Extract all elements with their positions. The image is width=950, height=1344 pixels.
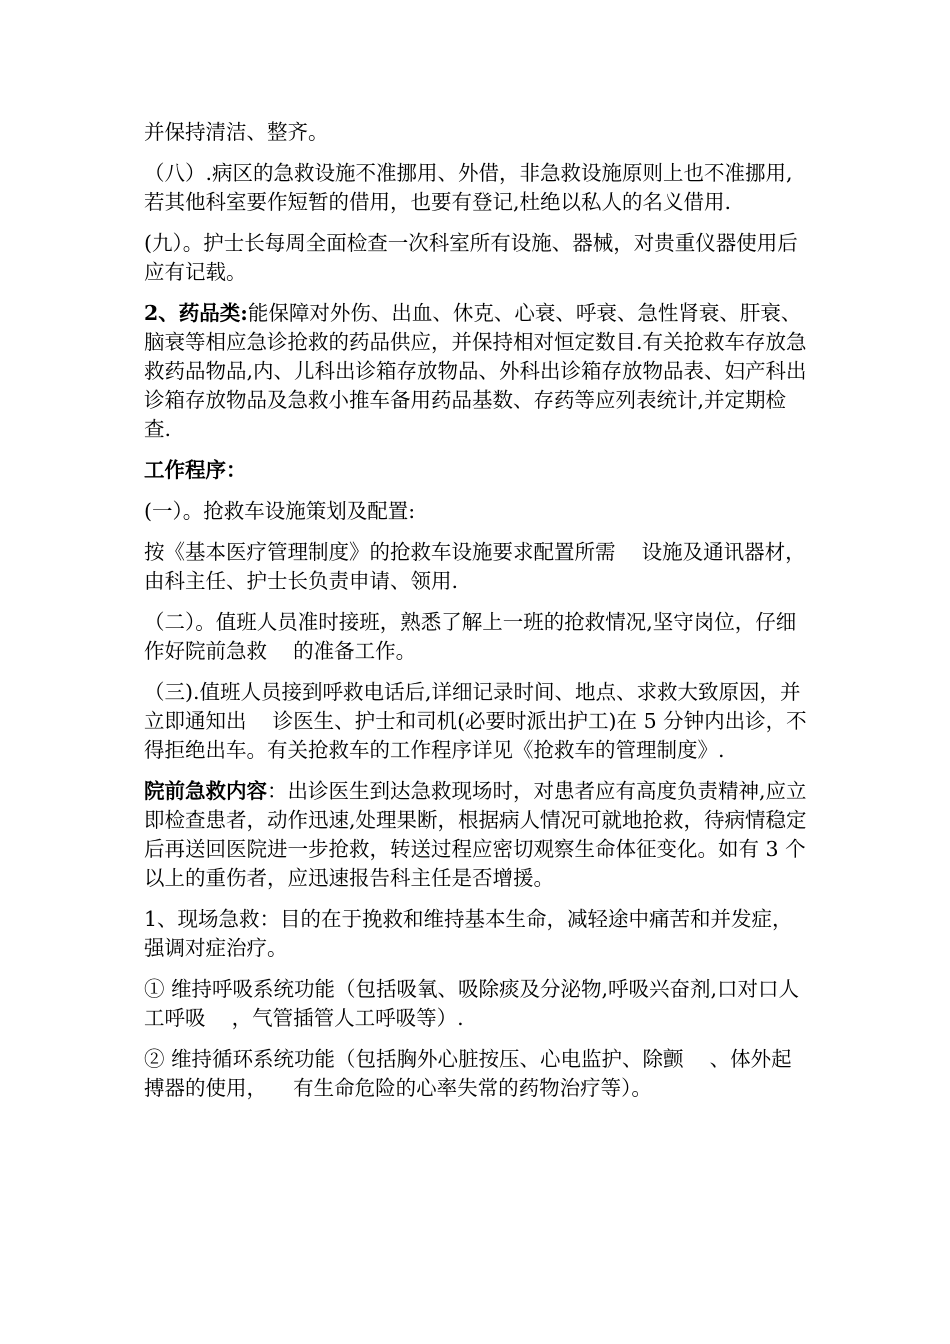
paragraph-text: 并保持清洁、整齐。 (144, 120, 329, 144)
paragraph-item-nine (144, 229, 812, 287)
paragraph-procedure-three (144, 678, 812, 765)
paragraph-medicines (144, 299, 812, 444)
paragraph-heading: 2、药品类: (144, 301, 248, 325)
paragraph-text: ① 维持呼吸系统功能（包括吸氧、吸除痰及分泌物,呼吸兴奋剂,口对口人工呼吸 ，气管插管人工呼吸等）. (144, 977, 800, 1030)
section-heading-text: 工作程序： (144, 458, 247, 482)
paragraph-item-eight (144, 159, 812, 217)
paragraph-text: 能保障对外伤、出血、休克、心衰、呼衰、急性肾衰、肝衰、脑衰等相应急诊抢救的药品供应，并保持相对恒定数目.有关抢救车存放急救药品物品,内、儿科出诊箱存放物品、外科出诊箱存放物品表、妇产科出诊箱存放物品及急救小推车备用药品基数、存药等应列表统计,并定期检查. (144, 301, 807, 441)
paragraph-procedure-one (144, 497, 812, 526)
document-page (144, 118, 812, 1115)
paragraph-text: (一）。抢救车设施策划及配置: (144, 499, 416, 523)
paragraph-text: （三).值班人员接到呼救电话后,详细记录时间、地点、求救大致原因，并立即通知出 诊医生、护士和司机(必要时派出护工)在 5 分钟内出诊，不得拒绝出车。有关抢救车的工作程序详见《抢救车的管理制度》. (144, 680, 807, 762)
paragraph-heading: 院前急救内容 (144, 779, 267, 803)
paragraph-text: 1、现场急救：目的在于挽救和维持基本生命，减轻途中痛苦和并发症，强调对症治疗。 (144, 907, 793, 960)
paragraph-respiratory-support (144, 975, 812, 1033)
paragraph-prehospital-content (144, 777, 812, 893)
paragraph-configuration (144, 538, 812, 596)
paragraph-text: （八）.病区的急救设施不准挪用、外借，非急救设施原则上也不准挪用,若其他科室要作短暂的借用，也要有登记,杜绝以私人的名义借用. (144, 161, 793, 214)
paragraph-text: (九）。护士长每周全面检查一次科室所有设施、器械，对贵重仪器使用后应有记载。 (144, 231, 798, 284)
paragraph-text: 按《基本医疗管理制度》的抢救车设施要求配置所需 设施及通讯器材，由科主任、护士长负责申请、领用. (144, 540, 806, 593)
paragraph-circulatory-support (144, 1045, 812, 1103)
paragraph-text: （二）。值班人员准时接班，熟悉了解上一班的抢救情况,坚守岗位，仔细作好院前急救 的准备工作。 (144, 610, 797, 663)
paragraph-text: ：出诊医生到达急救现场时，对患者应有高度负责精神,应立即检查患者，动作迅速,处理果断，根据病人情况可就地抢救，待病情稳定后再送回医院进一步抢救，转送过程应密切观察生命体征变化。如有 3 个以上的重伤者，应迅速报告科主任是否增援。 (144, 779, 807, 890)
paragraph-onsite-first-aid (144, 905, 812, 963)
paragraph-procedure-two (144, 608, 812, 666)
paragraph-clean-tidy (144, 118, 812, 147)
paragraph-text: ② 维持循环系统功能（包括胸外心脏按压、心电监护、除颤 、体外起搏器的使用， 有生命危险的心率失常的药物治疗等）。 (144, 1047, 792, 1100)
section-heading-work-procedure (144, 456, 812, 485)
